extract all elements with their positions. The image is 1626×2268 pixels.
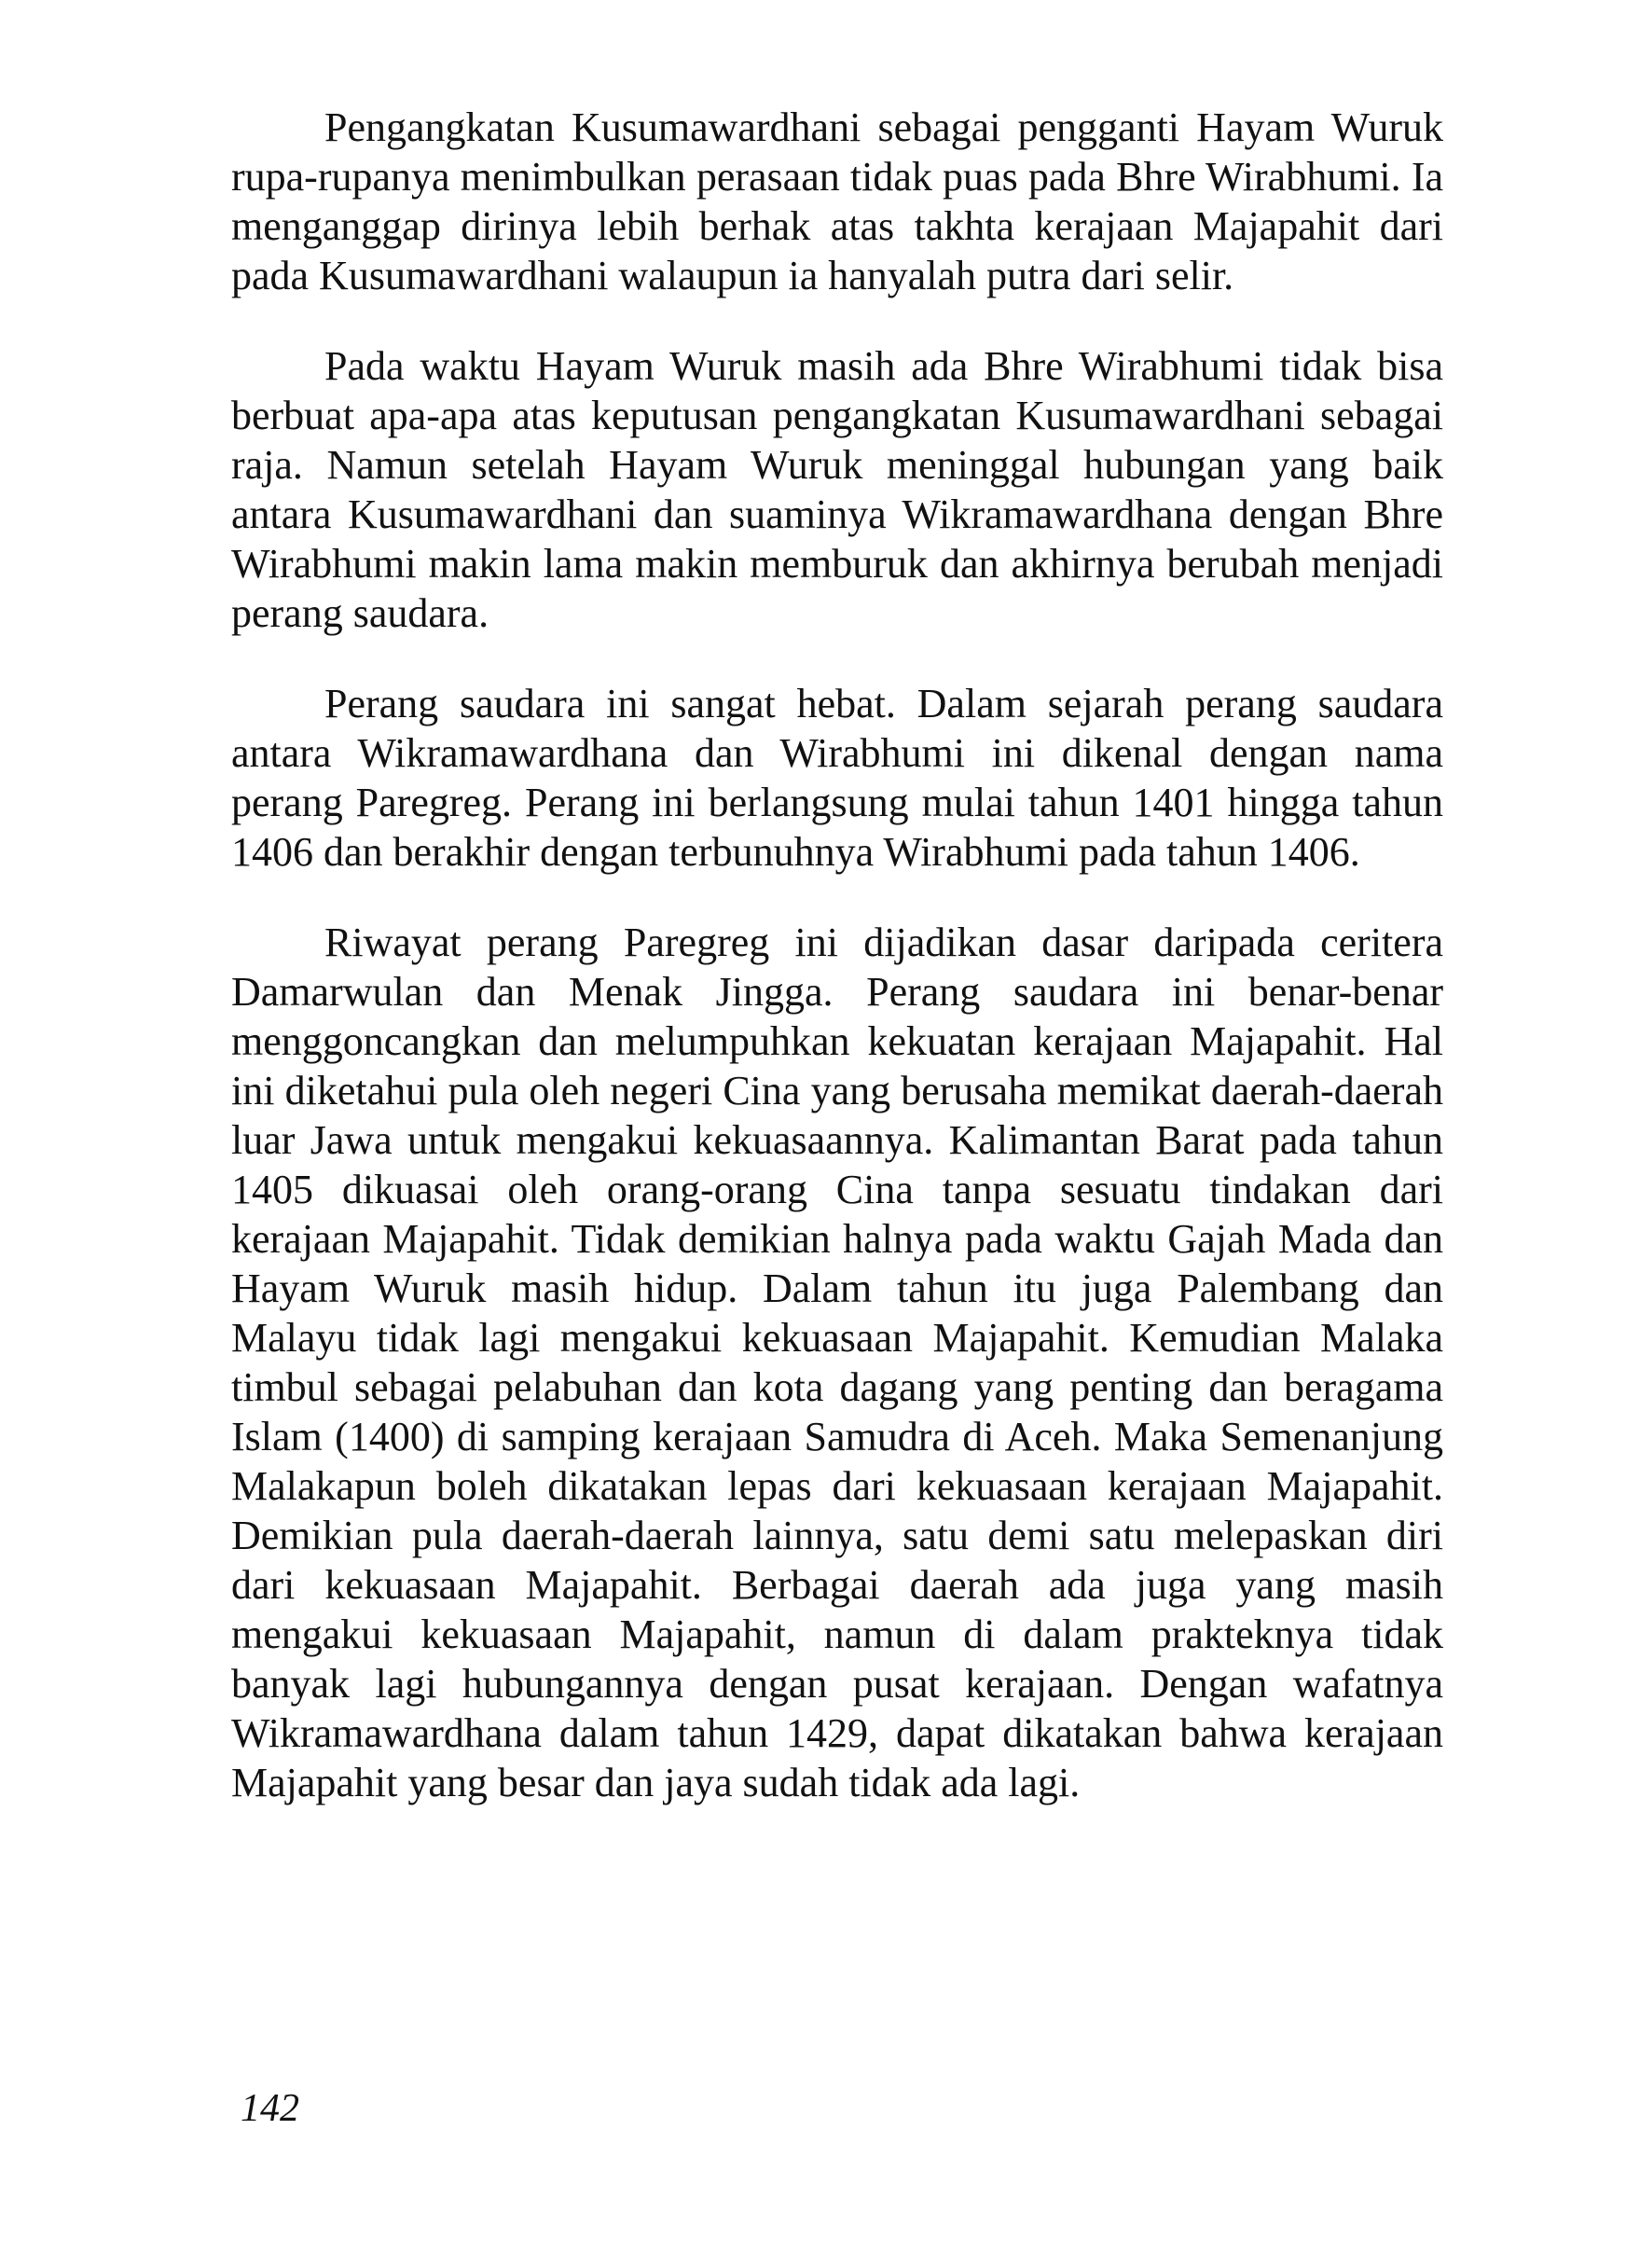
paragraph-2: Pada waktu Hayam Wuruk masih ada Bhre Wirabhumi tidak bisa berbuat apa-apa atas keputusan pengangkatan Kusumawardhani sebagai raja. Namun setelah Hayam Wuruk meninggal hubungan yang baik antara Kusumawardhani dan suaminya Wikramawardhana dengan Bhre Wirabhumi makin lama makin memburuk dan akhirnya berubah menjadi perang saudara. xyxy=(231,343,1443,636)
paragraph-3: Perang saudara ini sangat hebat. Dalam sejarah perang saudara antara Wikramawardhana dan Wirabhumi ini dikenal dengan nama perang Paregreg. Perang ini berlangsung mulai tahun 1401 hingga tahun 1406 dan berakhir dengan terbunuhnya Wirabhumi pada tahun 1406. xyxy=(231,681,1443,875)
page-number: 142 xyxy=(241,2087,299,2130)
body-text xyxy=(231,103,1443,1807)
paragraph-4: Riwayat perang Paregreg ini dijadikan dasar daripada ceritera Damarwulan dan Menak Jingga. Perang saudara ini benar-benar menggoncangkan dan melumpuhkan kekuatan kerajaan Majapahit. Hal ini diketahui pula oleh negeri Cina yang berusaha memikat daerah-daerah luar Jawa untuk mengakui kekuasaannya. Kalimantan Barat pada tahun 1405 dikuasai oleh orang-orang Cina tanpa sesuatu tindakan dari kerajaan Majapahit. Tidak demikian halnya pada waktu Gajah Mada dan Hayam Wuruk masih hidup. Dalam tahun itu juga Palembang dan Malayu tidak lagi mengakui kekuasaan Majapahit. Kemudian Malaka timbul sebagai pelabuhan dan kota dagang yang penting dan beragama Islam (1400) di samping kerajaan Samudra di Aceh. Maka Semenanjung Malakapun boleh dikatakan lepas dari kekuasaan kerajaan Majapahit. Demikian pula daerah-daerah lainnya, satu demi satu melepaskan diri dari kekuasaan Majapahit. Berbagai daerah ada juga yang masih mengakui kekuasaan Majapahit, namun di dalam prakteknya tidak banyak lagi hubungannya dengan pusat kerajaan. Dengan wafatnya Wikramawardhana dalam tahun 1429, dapat dikatakan bahwa kerajaan Majapahit yang besar dan jaya sudah tidak ada lagi. xyxy=(231,920,1443,1805)
paragraph-1: Pengangkatan Kusumawardhani sebagai pengganti Hayam Wuruk rupa-rupanya menimbulkan perasaan tidak puas pada Bhre Wirabhumi. Ia menganggap dirinya lebih berhak atas takhta kerajaan Majapahit dari pada Kusumawardhani walaupun ia hanyalah putra dari selir. xyxy=(231,104,1443,298)
